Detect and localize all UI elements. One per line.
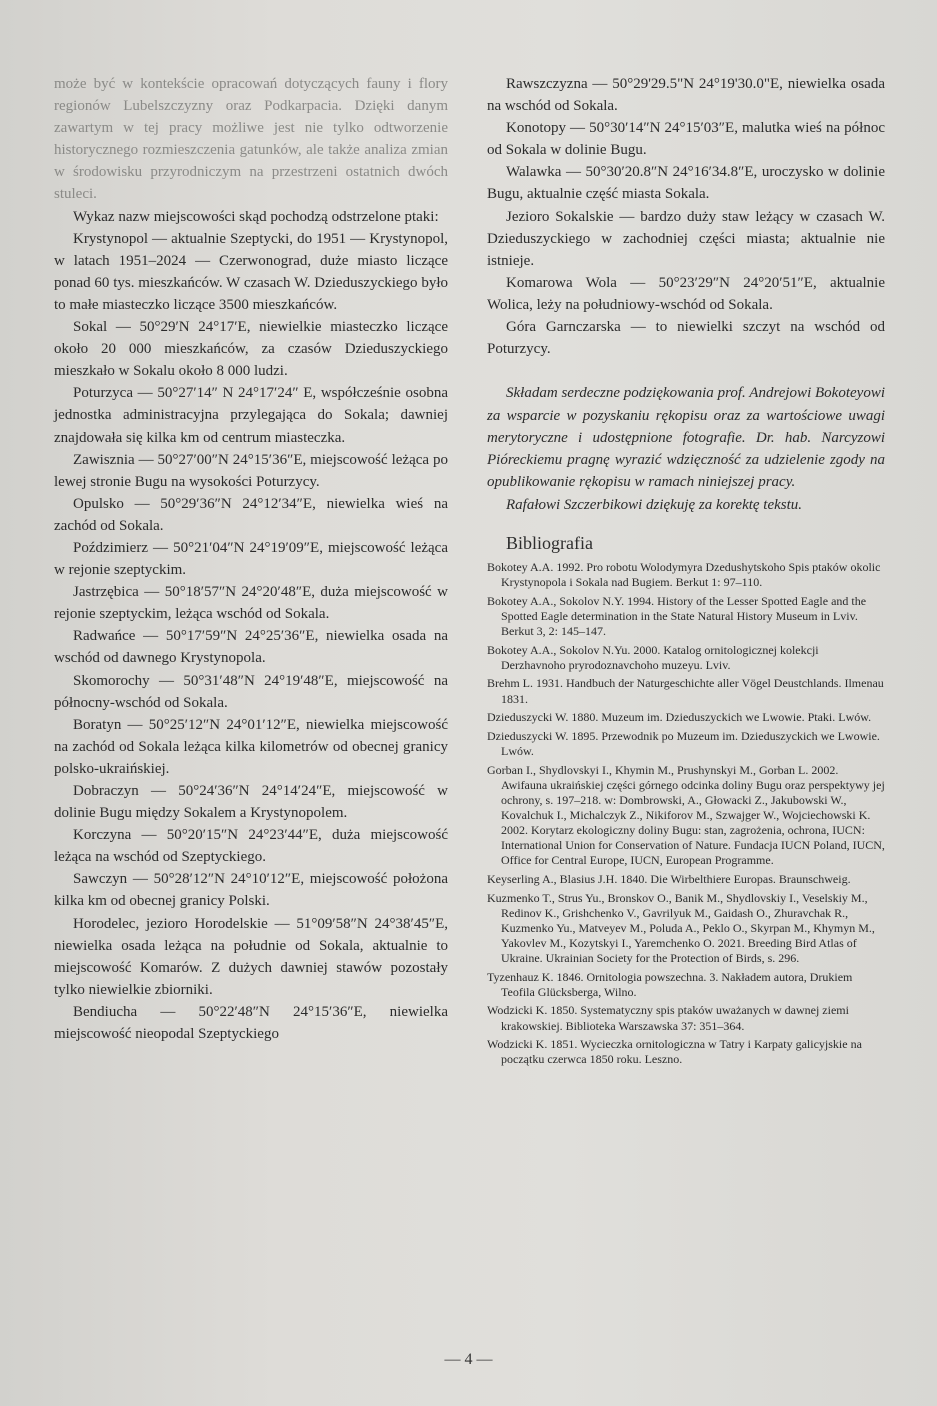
bibliography-item: Gorban I., Shydlovskyi I., Khymin M., Prushynskyi M., Gorban L. 2002. Awifauna ukraińskiej części górnego odcinka doliny Bugu oraz perspektywy jej ochrony, s. 197–218. w: Dombrowski, A., Głowacki Z., Jakubowski W., Kovalchuk I., Michalczyk Z., Nikiforov M., Szwajger W., Wojciechowski K. 2002. Korytarz ekologiczny doliny Bugu: stan, zagrożenia, ochrona, IUCN: International Union for Conservation of Nature. Fundacja IUCN Poland, IUCN, Office for Central Europe, IUCN, European Programme. <box>487 762 885 868</box>
place-entry: Sawczyn — 50°28′12″N 24°10′12″E, miejscowość położona kilka km od obecnej granicy Polski. <box>54 871 448 910</box>
place-entry: Góra Garnczarska — to niewielki szczyt na wschód od Poturzycy. <box>487 319 885 358</box>
bibliography-item: Wodzicki K. 1851. Wycieczka ornitologiczna w Tatry i Karpaty galicyjskie na początku czerwca 1850 roku. Leszno. <box>487 1037 862 1067</box>
bibliography-list <box>487 560 885 1067</box>
place-entry: Opulsko — 50°29′36″N 24°12′34″E, niewielka wieś na zachód od Sokala. <box>54 495 448 534</box>
bibliography-item: Bokotey A.A. 1992. Pro robotu Wolodymyra Dzedushytskoho Spis ptaków okolic Krystynopola i Sokala nad Bugiem. Berkut 1: 97–110. <box>487 560 881 590</box>
place-entry: Sokal — 50°29′N 24°17′E, niewielkie miasteczko liczące około 20 000 mieszkańców, za czasów Dzieduszyckiego mieszkało w Sokalu około 8 000 ludzi. <box>54 319 448 380</box>
page-number: — 4 — <box>444 1351 493 1368</box>
left-column <box>54 73 448 1045</box>
place-entry: Poturzyca — 50°27′14″ N 24°17′24″ E, współcześnie osobna jednostka administracyjna przylegająca do Sokala; dawniej znajdowała się kilka km od centrum miasteczka. <box>54 385 448 446</box>
right-column <box>487 73 885 1071</box>
acknowledgement-paragraph: Składam serdeczne podziękowania prof. Andrejowi Bokoteyowi za wsparcie w pozyskaniu rękopisu oraz za wartościowe uwagi merytoryczne i udostępnione fotografie. Dr. hab. Narcyzowi Pióreckiemu pragnę wyrazić wdzięczność za udzielenie zgody na opublikowanie rękopisu w ramach niniejszej pracy. <box>487 385 885 491</box>
list-intro: Wykaz nazw miejscowości skąd pochodzą odstrzelone ptaki: <box>73 208 439 225</box>
place-entry: Radwańce — 50°17′59″N 24°25′36″E, niewielka osada na wschód od dawnego Krystynopola. <box>54 628 448 667</box>
place-entry: Dobraczyn — 50°24′36″N 24°14′24″E, miejscowość w dolinie Bugu między Sokalem a Krystynopolem. <box>54 783 448 822</box>
acknowledgements <box>487 382 885 516</box>
place-entry: Walawka — 50°30′20.8″N 24°16′34.8″E, uroczysko w dolinie Bugu, aktualnie część miasta Sokala. <box>487 164 885 203</box>
bibliography-item: Dzieduszycki W. 1880. Muzeum im. Dzieduszyckich we Lwowie. Ptaki. Lwów. <box>487 710 872 725</box>
place-entry: Korczyna — 50°20′15″N 24°23′44″E, duża miejscowość leżąca na wschód od Szeptyckiego. <box>54 827 448 866</box>
place-entry: Jezioro Sokalskie — bardzo duży staw leżący w czasach W. Dzieduszyckiego w zachodniej części miasta; aktualnie nie istnieje. <box>487 208 885 269</box>
place-entry: Krystynopol — aktualnie Szeptycki, do 1951 — Krystynopol, w latach 1951–2024 — Czerwonograd, duże miasto liczące ponad 60 tys. mieszkańców. W czasach W. Dzieduszyckiego było to małe miasteczko liczące 3500 mieszkańców. <box>54 230 448 313</box>
place-entry: Zawisznia — 50°27′00″N 24°15′36″E, miejscowość leżąca po lewej stronie Bugu na wysokości Poturzycy. <box>54 451 448 490</box>
bibliography-item: Bokotey A.A., Sokolov N.Yu. 2000. Katalog ornitologicznej kolekcji Derzhavnoho pryrodoznavchoho muzeyu. Lviv. <box>487 642 819 672</box>
bibliography-heading: Bibliografia <box>506 533 593 553</box>
place-entry: Boratyn — 50°25′12″N 24°01′12″E, niewielka miejscowość na zachód od Sokala leżąca kilka kilometrów od obecnej granicy polsko-ukraińskiej. <box>54 716 448 777</box>
bibliography-item: Brehm L. 1931. Handbuch der Naturgeschichte aller Vögel Deustchlands. Ilmenau 1831. <box>487 676 884 706</box>
place-entry: Komarowa Wola — 50°23′29″N 24°20′51″E, aktualnie Wolica, leży na południowy-wschód od Sokala. <box>487 274 885 313</box>
place-entry: Jastrzębica — 50°18′57″N 24°20′48″E, duża miejscowość w rejonie szeptyckim, leżąca wschód od Sokala. <box>54 584 448 623</box>
place-entry: Skomorochy — 50°31′48″N 24°19′48″E, miejscowość na północny-wschód od Sokala. <box>54 672 448 711</box>
place-entry: Poździmierz — 50°21′04″N 24°19′09″E, miejscowość leżąca w rejonie szeptyckim. <box>54 539 448 579</box>
acknowledgement-paragraph: Rafałowi Szczerbikowi dziękuję za korektę tekstu. <box>506 496 803 513</box>
bibliography-item: Wodzicki K. 1850. Systematyczny spis ptaków uważanych w dawnej ziemi krakowskiej. Biblioteka Warszawska 37: 351–364. <box>487 1003 849 1033</box>
intro-paragraph: może być w kontekście opracowań dotyczących fauny i flory regionów Lubelszczyzny oraz Podkarpacia. Dzięki danym zawartym w tej pracy możliwe jest nie tylko odtworzenie historycznego rozmieszczenia gatunków, ale także analiza zmian w środowisku przyrodniczym na przestrzeni ostatnich dwóch stuleci. <box>54 76 448 203</box>
bibliography-item: Dzieduszycki W. 1895. Przewodnik po Muzeum im. Dzieduszyckich we Lwowie. Lwów. <box>487 728 880 758</box>
bibliography-item: Tyzenhauz K. 1846. Ornitologia powszechna. 3. Nakładem autora, Drukiem Teofila Glücksberga, Wilno. <box>487 969 853 999</box>
bibliography-item: Bokotey A.A., Sokolov N.Y. 1994. History of the Lesser Spotted Eagle and the Spotted Eagle determination in the State Natural History Museum in Lviv. Berkut 3, 2: 145–147. <box>487 593 867 638</box>
place-entry: Bendiucha — 50°22′48″N 24°15′36″E, niewielka miejscowość nieopodal Szeptyckiego <box>54 1003 448 1043</box>
bibliography-item: Keyserling A., Blasius J.H. 1840. Die Wirbelthiere Europas. Braunschweig. <box>487 871 851 886</box>
place-entry: Rawszczyzna — 50°29'29.5"N 24°19'30.0"E, niewielka osada na wschód od Sokala. <box>487 76 885 115</box>
place-entry: Horodelec, jezioro Horodelskie — 51°09′58″N 24°38′45″E, niewielka osada leżąca na południe od Sokala, aktualnie to miejscowość Komarów. Z dużych dawniej stawów pozostały tylko niewielkie zbiorniki. <box>54 915 448 998</box>
place-entry: Konotopy — 50°30′14″N 24°15′03″E, malutka wieś na północ od Sokala w dolinie Bugu. <box>487 120 885 159</box>
bibliography-item: Kuzmenko T., Strus Yu., Bronskov O., Banik M., Shydlovskiy I., Veselskiy M., Redinov K., Grishchenko V., Gavrilyuk M., Gaidash O., Zhuravchak R., Kuzmenko Yu., Matveyev M., Poluda A., Peklo O., Skyrpan M., Khymyn M., Yakovlev M., Kozytskyi I., Yaremchenko O. 2021. Breeding Bird Atlas of Ukraine. Ukrainian Society for the Protection of Birds, s. 296. <box>487 890 875 965</box>
